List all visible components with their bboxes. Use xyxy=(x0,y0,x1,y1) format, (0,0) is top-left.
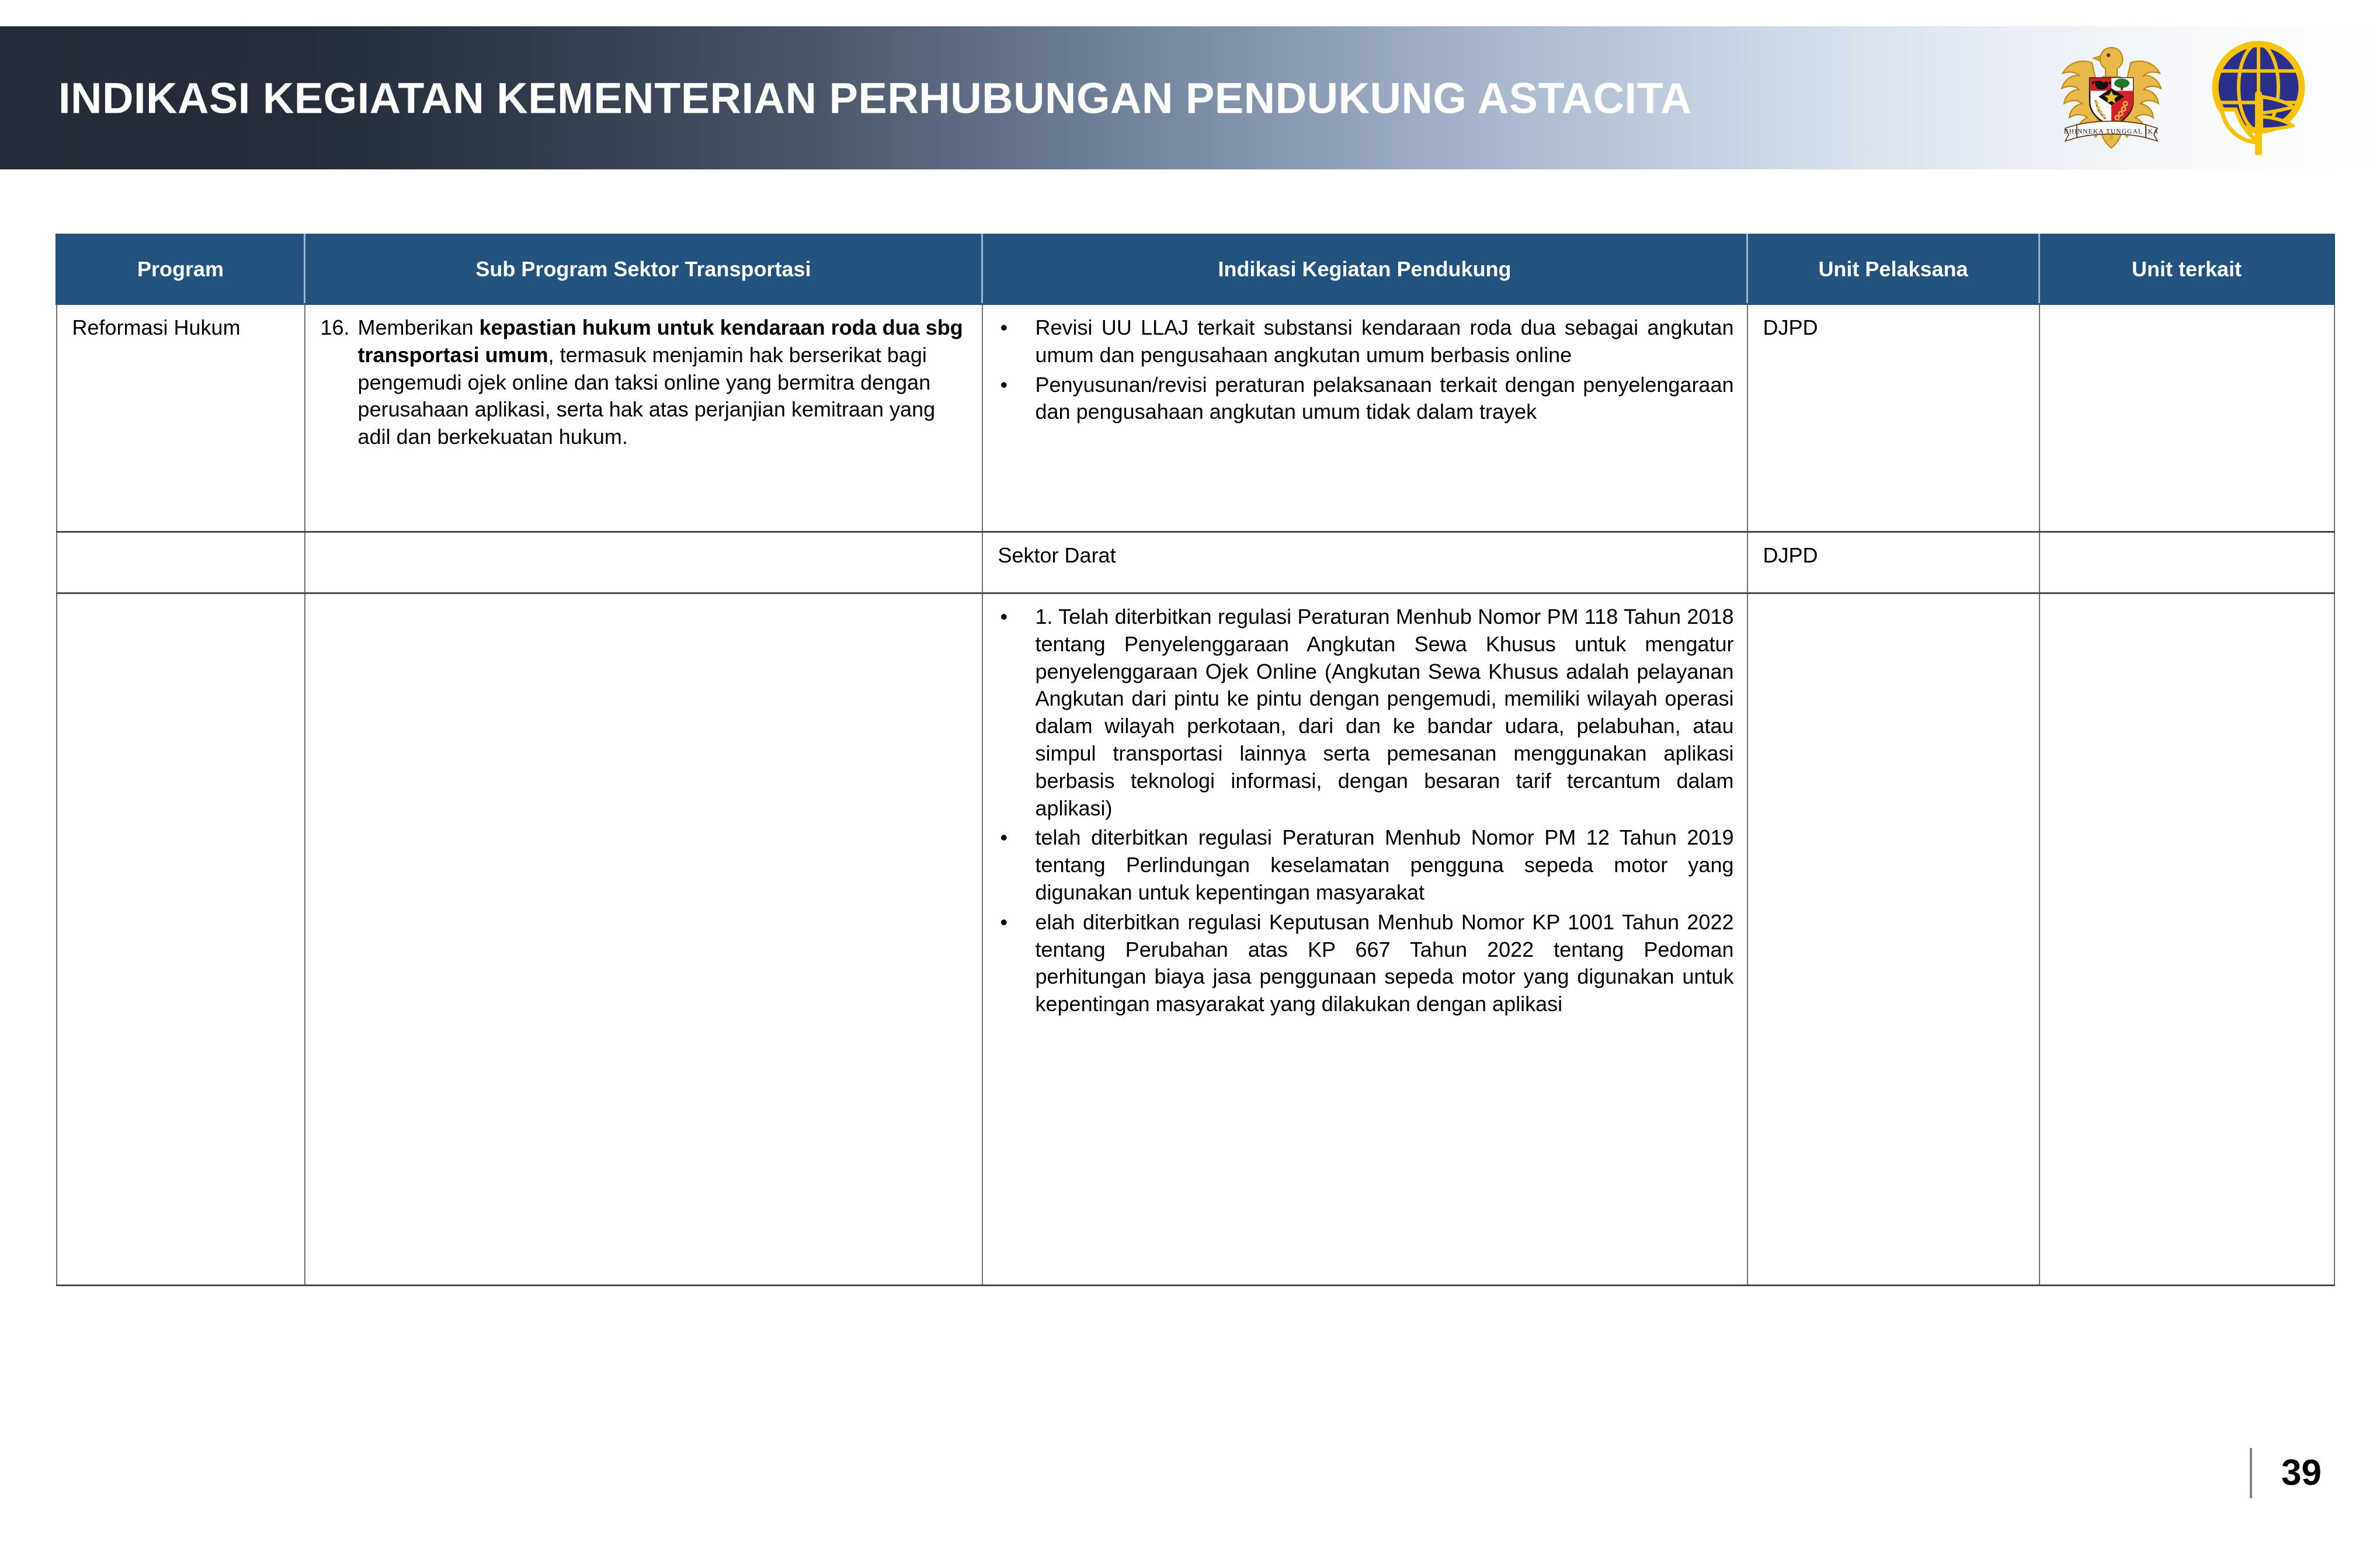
page-footer xyxy=(2250,1448,2322,1498)
table-header-row xyxy=(57,235,2334,304)
table-row xyxy=(57,304,2334,532)
cell-program xyxy=(57,304,305,532)
unit-pelaksana-text xyxy=(1748,594,2039,613)
table-row xyxy=(57,593,2334,1286)
garuda-motto-text: BHINNEKA TUNGGAL IKA xyxy=(2063,128,2159,136)
sub-program-tail: , termasuk menjamin hak berserikat bagi pengemudi ojek online dan taksi online yang bermitra dengan perusahaan aplikasi, serta hak atas perjanjian kemitraan yang adil dan berkekuatan hukum. xyxy=(357,342,936,449)
sub-program-number: 16. xyxy=(320,315,350,339)
bullet-text: telah diterbitkan regulasi Peraturan Menhub Nomor PM 12 Tahun 2019 tentang Perlindungan keselamatan pengguna sepeda motor yang digunakan untuk kepentingan masyarakat xyxy=(1035,825,1734,904)
list-item xyxy=(998,314,1734,369)
unit-terkait-text xyxy=(2040,533,2334,551)
cell-unit-terkait xyxy=(2039,304,2334,532)
table-row xyxy=(57,532,2334,593)
header-logo-group xyxy=(2050,38,2310,158)
bullet-icon: • xyxy=(1000,605,1008,629)
list-item xyxy=(998,371,1734,426)
list-item xyxy=(998,824,1734,906)
cell-program xyxy=(57,593,305,1286)
indikasi-plain-text: Sektor Darat xyxy=(998,543,1116,567)
column-header-sub-program: Sub Program Sektor Transportasi xyxy=(305,235,982,304)
cell-unit-pelaksana xyxy=(1747,593,2039,1286)
unit-terkait-text xyxy=(2040,305,2334,324)
activity-table xyxy=(55,234,2335,1286)
bullet-icon: • xyxy=(1000,315,1008,339)
program-text xyxy=(57,594,304,613)
list-item xyxy=(998,909,1734,1018)
program-text: Reformasi Hukum xyxy=(72,315,241,339)
column-header-indikasi: Indikasi Kegiatan Pendukung xyxy=(982,235,1747,304)
list-item xyxy=(998,603,1734,822)
cell-sub-program xyxy=(305,532,982,593)
column-header-unit-pelaksana: Unit Pelaksana xyxy=(1747,235,2039,304)
bullet-icon: • xyxy=(1000,372,1008,397)
cell-unit-pelaksana xyxy=(1747,304,2039,532)
unit-pelaksana-text: DJPD xyxy=(1763,315,1818,339)
unit-terkait-text xyxy=(2040,594,2334,613)
cell-program xyxy=(57,532,305,593)
indikasi-bullet-list xyxy=(998,603,1734,1018)
header-banner xyxy=(0,26,2380,169)
cell-indikasi xyxy=(982,532,1747,593)
sub-program-bold: kepastian hukum untuk kendaraan roda dua sbg transportasi umum xyxy=(357,315,963,367)
cell-unit-pelaksana xyxy=(1747,532,2039,593)
sub-program-text xyxy=(358,314,969,451)
indikasi-bullet-list xyxy=(998,314,1734,426)
bullet-text: Revisi UU LLAJ terkait substansi kendaraan roda dua sebagai angkutan umum dan pengusahaan angkutan umum berbasis online xyxy=(1035,315,1734,367)
footer-divider xyxy=(2250,1448,2252,1498)
bullet-icon: • xyxy=(1000,825,1008,850)
cell-indikasi xyxy=(982,304,1747,532)
cell-sub-program xyxy=(305,593,982,1286)
sub-program-lead: Memberikan xyxy=(357,315,480,339)
bullet-text: elah diterbitkan regulasi Keputusan Menhub Nomor KP 1001 Tahun 2022 tentang Perubahan atas KP 667 Tahun 2022 tentang Pedoman perhitungan biaya jasa penggunaan sepeda motor yang digunakan untuk kepentingan masyarakat yang dilakukan dengan aplikasi xyxy=(1035,909,1734,1016)
cell-unit-terkait xyxy=(2039,532,2334,593)
page-title: INDIKASI KEGIATAN KEMENTERIAN PERHUBUNGAN PENDUKUNG ASTACITA xyxy=(58,74,1692,122)
kementerian-perhubungan-logo-icon xyxy=(2208,38,2310,158)
bullet-text: 1. Telah diterbitkan regulasi Peraturan Menhub Nomor PM 118 Tahun 2018 tentang Penyelenggaraan Angkutan Sewa Khusus untuk mengatur penyelenggaraan Ojek Online (Angkutan Sewa Khusus adalah pelayanan Angkutan dari pintu ke pintu dengan pengemudi, memiliki wilayah operasi dalam wilayah perkotaan, dari dan ke bandar udara, pelabuhan, atau simpul transportasi lainnya serta pemesanan menggunakan aplikasi berbasis teknologi informasi, dengan besaran tarif tercantum dalam aplikasi) xyxy=(1035,605,1734,820)
column-header-unit-terkait: Unit terkait xyxy=(2039,235,2334,304)
page-number: 39 xyxy=(2281,1453,2322,1493)
cell-sub-program xyxy=(305,304,982,532)
bullet-text: Penyusunan/revisi peraturan pelaksanaan terkait dengan penyelengaraan dan pengusahaan angkutan umum tidak dalam trayek xyxy=(1035,372,1734,424)
bullet-icon: • xyxy=(1000,909,1008,934)
column-header-program: Program xyxy=(57,235,305,304)
garuda-pancasila-emblem-icon xyxy=(2050,40,2173,157)
unit-pelaksana-text: DJPD xyxy=(1763,543,1818,567)
cell-unit-terkait xyxy=(2039,593,2334,1286)
sub-program-item xyxy=(321,314,969,451)
cell-indikasi xyxy=(982,593,1747,1286)
program-text xyxy=(57,533,304,551)
